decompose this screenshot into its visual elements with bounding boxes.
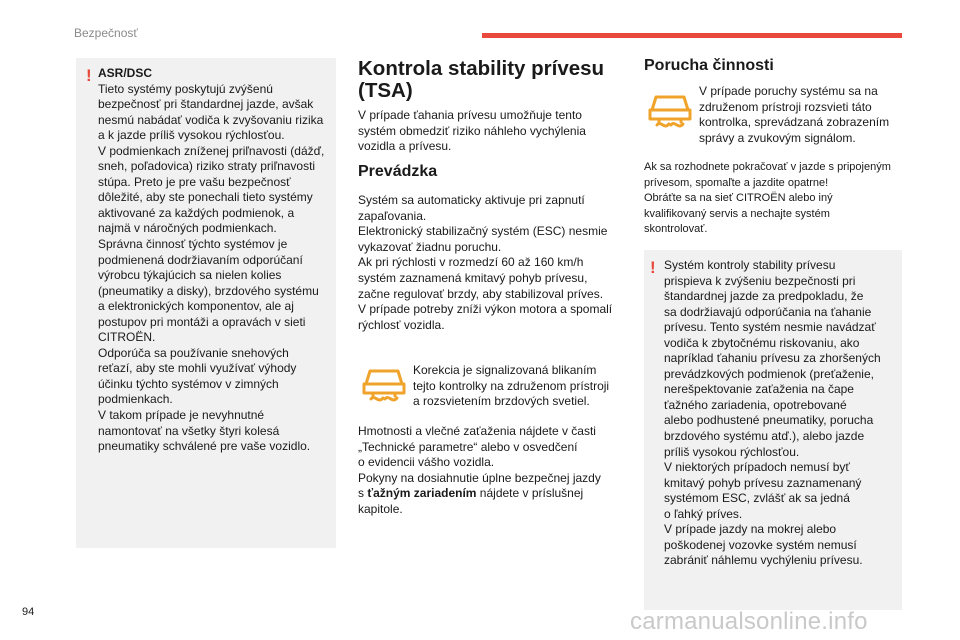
header-accent-bar — [482, 33, 902, 38]
text-line: kontrolka, sprevádzaná zobrazením — [699, 115, 890, 130]
asr-line: aktivované za každých podmienok, a — [98, 205, 295, 220]
trailer-stability-warning-icon — [362, 364, 406, 404]
text-line: prispieva k zvýšeniu bezpečnosti pri — [664, 273, 856, 288]
text-line: vodiča k zbytočnému riskovaniu, ako — [664, 335, 860, 350]
text-line: Systém sa automaticky aktivuje pri zapnutí — [358, 193, 585, 207]
text-line: o evidencii vášho vozidla. — [358, 455, 495, 470]
text-line: vozidla a prívesu. — [358, 139, 452, 154]
text-line: V prípade poruchy systému sa na — [699, 84, 878, 98]
watermark: carmanualsonline.info — [630, 608, 868, 635]
asr-line: podmienkach. — [98, 392, 173, 407]
asr-line: postupov pri montáži a opravách v sieti — [98, 314, 306, 329]
asr-line: výrobcu týkajúcich sa nielen kolies — [98, 268, 282, 283]
warning-exclamation-icon: ! — [650, 258, 656, 277]
text-line: poškodenej vozovke systém nemusí — [664, 537, 857, 552]
fault-heading: Porucha činnosti — [644, 57, 774, 74]
asr-line: reťazí, aby ste mohli využívať výhody — [98, 361, 297, 376]
text-line: kmitavý pohyb prívesu zaznamenaný — [664, 475, 862, 490]
text-line: Pokyny na dosiahnutie úplne bezpečnej jazdy — [358, 470, 601, 485]
asr-line: účinku týchto systémov v zimných — [98, 376, 279, 391]
tsa-closing — [358, 424, 601, 518]
text-line: o ľahký príves. — [664, 506, 743, 521]
text-line: tejto kontrolky na združenom prístroji — [413, 378, 610, 393]
page-number: 94 — [22, 606, 35, 618]
asr-line: namontovať na všetky štyri kolesá — [98, 423, 280, 438]
text-line: napríklad ťahaniu prívesu za zhoršených — [664, 351, 881, 366]
fault-advice — [644, 160, 891, 238]
text-line: nerešpektovanie zaťaženia na čape — [664, 382, 854, 397]
tsa-intro — [358, 108, 586, 155]
operation-heading: Prevádzka — [358, 163, 438, 180]
text-line: prívesom, spomaľte a jazdite opatrne! — [644, 176, 829, 189]
trailer-stability-fault-icon — [648, 90, 692, 130]
tsa-heading — [358, 58, 628, 101]
warning-exclamation-icon: ! — [86, 66, 92, 85]
text-line: Obráťte sa na sieť CITROËN alebo iný — [644, 192, 833, 204]
text-line: Hmotnosti a vlečné zaťaženia nájdete v časti — [358, 424, 596, 438]
tsa-heading-line: (TSA) — [358, 78, 413, 102]
asr-line: stúpa. Preto je pre vašu bezpečnosť — [98, 174, 291, 189]
asr-line: dôležité, aby ste ponechali tieto systémy — [98, 190, 313, 205]
asr-line: najmä v náročných podmienkach. — [98, 221, 277, 236]
text-line: rýchlosť vozidla. — [358, 317, 445, 332]
text-line: prevádzkových podmienok (preťaženie, — [664, 366, 874, 381]
text-line: zabrániť náhlemu vychýleniu prívesu. — [664, 553, 863, 568]
text-line: V prípade jazdy na mokrej alebo — [664, 522, 837, 537]
text-line: správy a zvukovým signálom. — [699, 130, 856, 145]
text-line: V niektorých prípadoch nemusí byť — [664, 460, 850, 475]
operation-text — [358, 193, 612, 333]
text-line: brzdového systému atď.), alebo jazde — [664, 429, 865, 444]
asr-line: V podmienkach zníženej priľnavosti (dážď, — [98, 143, 325, 158]
section-label: Bezpečnosť — [74, 26, 138, 40]
text-line: Ak sa rozhodnete pokračovať v jazde s pripojeným — [644, 161, 891, 173]
text-line: „Technické parametre“ alebo v osvedčení — [358, 439, 578, 454]
text-line: V prípade potreby zníži výkon motora a spomalí — [358, 302, 613, 317]
asr-line: V takom prípade je nevyhnutné — [98, 408, 265, 423]
asr-line: bezpečnosť pri štandardnej jazde, avšak — [98, 97, 314, 112]
asr-line: Odporúča sa používanie snehových — [98, 345, 289, 360]
asr-dsc-title: ASR/DSC — [98, 66, 153, 80]
text-line: systémom ESC, zvlášť ak sa jedná — [664, 491, 850, 506]
text-line: Ak pri rýchlosti v rozmedzí 60 až 160 km/h — [358, 255, 584, 270]
asr-line: pneumatiky schválené pre vaše vozidlo. — [98, 439, 311, 454]
asr-line: Tieto systémy poskytujú zvýšenú — [98, 81, 273, 96]
tsa-heading-line: Kontrola stability prívesu — [358, 57, 605, 80]
asr-line: a elektronických komponentov, ale aj — [98, 299, 294, 314]
text-line: Systém kontroly stability prívesu — [664, 258, 836, 272]
fault-icon-note — [699, 84, 889, 146]
asr-line: nesmú nabádať vodiča k zvyšovaniu rizika — [98, 112, 324, 127]
tsa-warning-text — [664, 258, 896, 569]
text-line: alebo podhustené pneumatiky, porucha — [664, 413, 874, 428]
text-line: vykazovať žiadnu poruchu. — [358, 239, 502, 254]
text-line: a rozsvietením brzdových svetiel. — [413, 394, 590, 409]
text-line: V prípade ťahania prívesu umožňuje tento — [358, 108, 582, 122]
tsa-icon-note — [413, 363, 609, 410]
asr-dsc-text — [98, 66, 334, 455]
text-line: začne regulovať brzdy, aby stabilizoval príves. — [358, 286, 604, 301]
text-line: príliš vysokou rýchlosťou. — [664, 444, 800, 459]
text-line: Korekcia je signalizovaná blikaním — [413, 363, 597, 377]
asr-line: a k jazde príliš vysokou rýchlosťou. — [98, 128, 285, 143]
asr-line: (pneumatiky a disky), brzdového systému — [98, 283, 319, 298]
text-fragment: nájdete v príslušnej — [476, 486, 584, 501]
text-line: ťažného zariadenia, opotrebované — [664, 397, 847, 412]
text-line: kapitole. — [358, 501, 403, 516]
text-line: systém obmedziť riziko náhleho vychýlenia — [358, 123, 586, 138]
text-line: kvalifikovaný servis a nechajte systém — [644, 207, 830, 220]
text-fragment: s — [358, 486, 368, 501]
text-line: združenom prístroji rozsvieti táto — [699, 99, 872, 114]
asr-line: CITROËN. — [98, 330, 156, 345]
asr-line: sneh, poľadovica) riziko straty priľnavosti — [98, 159, 316, 174]
towbar-link-text: ťažným zariadením — [367, 486, 477, 501]
text-line: prívesu. Tento systém nesmie navádzať — [664, 320, 876, 335]
text-line: systém zaznamená kmitavý pohyb prívesu, — [358, 270, 588, 285]
text-line: sa dodržiavajú odporúčania na ťahanie — [664, 304, 872, 319]
text-line: Elektronický stabilizačný systém (ESC) nesmie — [358, 224, 608, 239]
text-line — [358, 486, 601, 502]
text-line: štandardnej jazde za predpokladu, že — [664, 289, 864, 304]
asr-line: podmienená dodržiavaním odporúčaní — [98, 252, 303, 267]
asr-line: Správna činnosť týchto systémov je — [98, 237, 288, 252]
text-line: skontrolovať. — [644, 223, 708, 235]
text-line: zapaľovania. — [358, 208, 427, 223]
